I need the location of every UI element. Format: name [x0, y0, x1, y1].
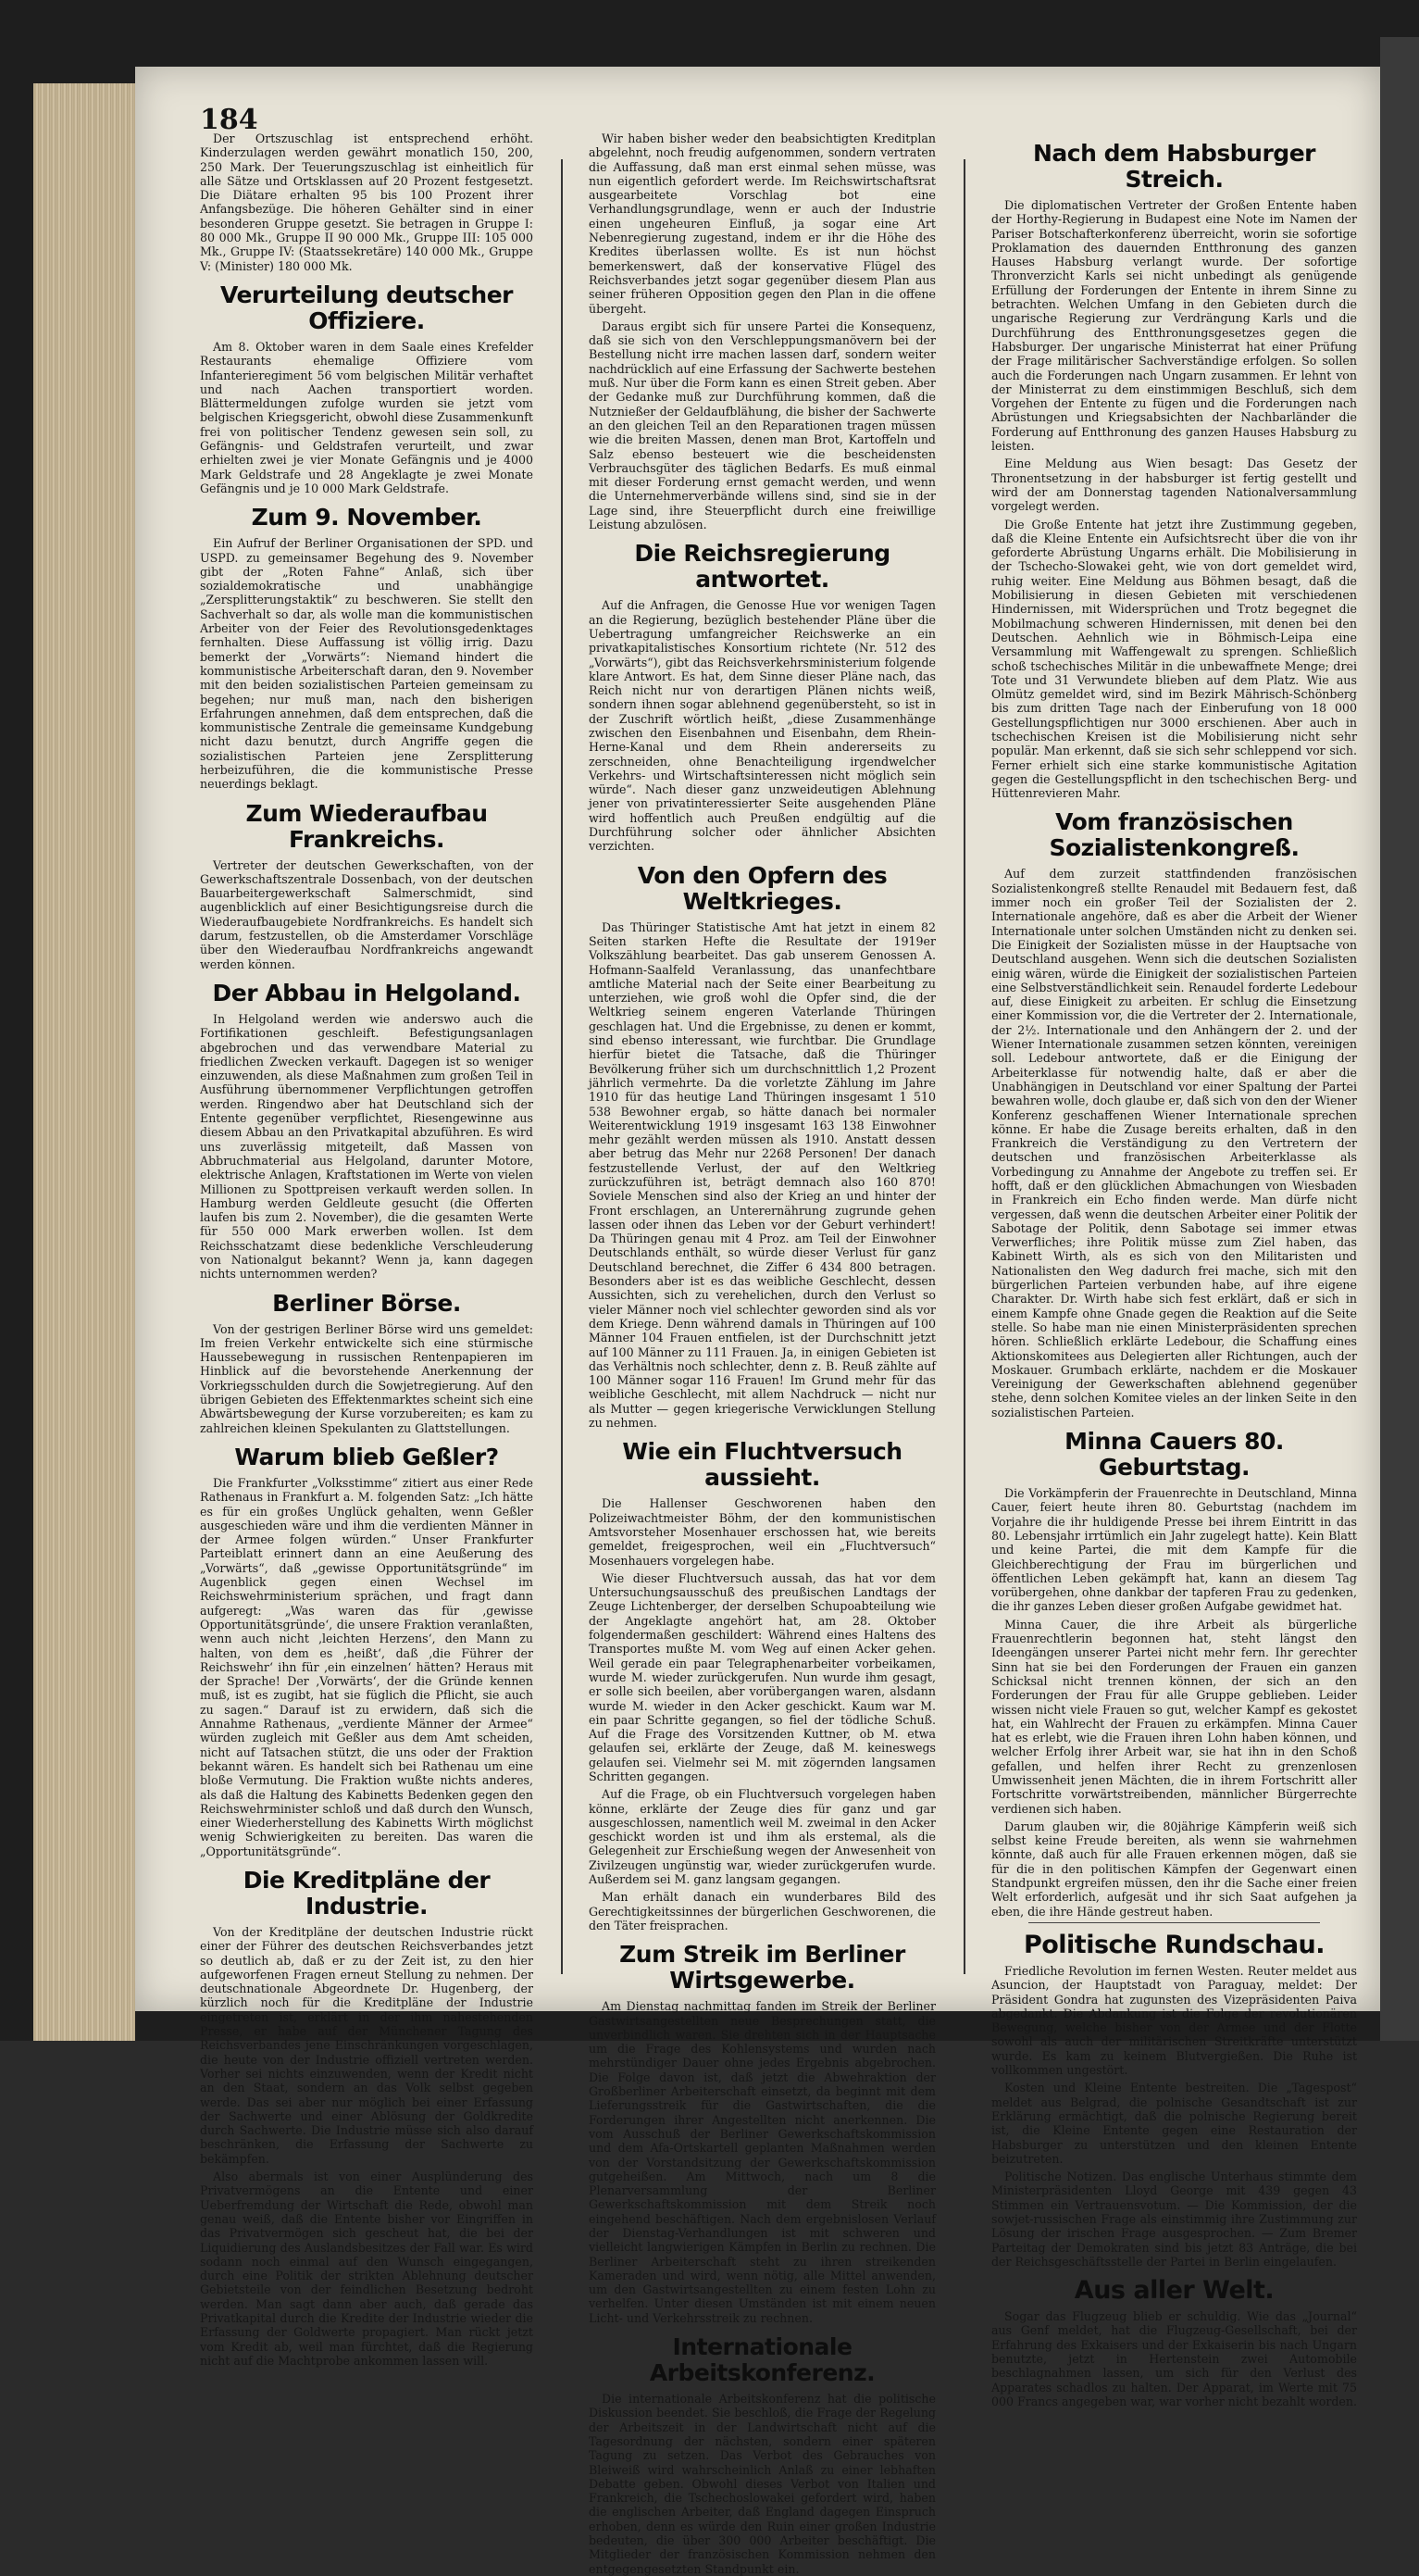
article-paragraph: Daraus ergibt sich für unsere Partei die Konsequenz, daß sie sich von den Verschleppungsmanövern bei der Bestellung nicht irre machen lassen darf, sondern weiter nachdrücklich auf eine Erfassung der Sachwerte bestehen muß. Nur über die Form kann es einen Streit geben. Aber der Gedanke muß zur Durchführung kommen, daß die Nutznießer der Geldaufblähung, die bisher der Sachwerte an den gleichen Teil an den Reparationen tragen müssen wie die breiten Massen, denen man Brot, Kartoffeln und Salz ebenso besteuert wie die bescheidensten Verbrauchsgüter des täglichen Bedarfs. Es muß einmal mit dieser Forderung ernst gemacht werden, und wenn die Unternehmerverbände willens sind, sind sie in der Lage sind, ihre Steuerpflicht durch eine freiwillige Leistung abzulösen.	[589, 319, 936, 532]
article-paragraph: Die Vorkämpferin der Frauenrechte in Deutschland, Minna Cauer, feiert heute ihren 80. Geburtstag (nachdem im Vorjahre die ihr huldigende Presse bei ihrem Eintritt in das 80. Lebensjahr irrtümlich ein Jahr zugelegt hatte). Kein Blatt und keine Partei, die mit dem Kampfe für die Gleichberechtigung der Frau im bürgerlichen und öffentlichen Leben gekämpft hat, kann an diesem Tag vorübergehen, ohne dankbar der tapferen Frau zu gedenken, die ihr ganzes Leben dieser großen Aufgabe gewidmet hat.	[991, 1486, 1357, 1614]
column-1	[200, 131, 533, 2368]
article-paragraph: Kosten und Kleine Entente bestreiten. Die „Tagespost“ meldet aus Belgrad, die polnische Gesandtschaft ist zur Erklärung ermächtigt, daß die polnische Regierung bereit ist, die Kleine Entente gegen eine Restauration der Habsburger zu unterstützen und den kleinen Entente beizutreten.	[991, 2081, 1357, 2166]
article-paragraph: Die Große Entente hat jetzt ihre Zustimmung gegeben, daß die Kleine Entente ein Aufsichtsrecht über die von ihr geforderte Abrüstung Ungarns erhält. Die Mobilisierung in der Tschecho-Slowakei geht, wie von dort gemeldet wird, ruhig weiter. Eine Meldung aus Böhmen besagt, daß die Mobilisierung in diesen Gebieten mit verschiedenen Hindernissen, mit Widersprüchen und Trotz begegnet die Mobilmachung schweren Hindernissen, mit denen bei den Deutschen. Aehnlich wie in Böhmisch-Leipa eine Versammlung mit Waffengewalt zu sprengen. Schließlich schoß tschechisches Militär in die unbewaffnete Menge; drei Tote und 31 Verwundete blieben auf dem Platz. Wie aus Olmütz gemeldet wird, sind im Bezirk Mährisch-Schönberg bis zum dritten Tage nach der Einberufung von 18 000 Gestellungspflichtigen nur 3000 erschienen. Aber auch in tschechischen Kreisen ist die Mobilisierung nicht sehr populär. Man erkennt, daß sie sich sehr schleppend vor sich. Ferner erhielt sich eine starke kommunistische Agitation gegen die Gestellungspflicht in den tschechischen Berg- und Hüttenrevieren Mahr.	[991, 517, 1357, 801]
article-headline: Wie ein Fluchtversuch aussieht.	[622, 1438, 902, 1492]
article-paragraph: Das Thüringer Statistische Amt hat jetzt in einem 82 Seiten starken Hefte die Resultate der 1919er Volkszählung bearbeitet. Das gab unserem Genossen A. Hofmann-Saalfeld Veranlassung, das unanfechtbare amtliche Material nach der Seite einer Bearbeitung zu unterziehen, wie groß wohl die Opfer sind, die der Weltkrieg seinem engeren Vaterlande Thüringen geschlagen hat. Und die Ergebnisse, zu denen er kommt, sind ebenso interessant, wie furchtbar. Die Grundlage hierfür bietet die Tatsache, daß die Thüringer Bevölkerung früher sich um durchschnittlich 1,2 Prozent jährlich vermehrte. Da die vorletzte Zählung im Jahre 1910 für das heutige Land Thüringen insgesamt 1 510 538 Bewohner ergab, so hätte danach bei normaler Weiterentwicklung 1919 insgesamt 163 138 Einwohner mehr gezählt werden müssen als 1910. Anstatt dessen aber betrug das Mehr nur 2268 Personen! Der danach festzustellende Verlust, der auf den Weltkrieg zurückzuführen ist, beträgt demnach also 160 870! Soviele Menschen sind also der Krieg an und hinter der Front erschlagen, an Unterernährung zugrunde gehen lassen oder ihnen das Leben vor der Geburt verhindert! Da Thüringen genau mit 4 Proz. am Teil der Einwohner Deutschlands enthält, so würde dieser Verlust für ganz Deutschland berechnet, die Ziffer 6 434 800 betragen. Besonders aber ist es das weibliche Geschlecht, dessen Aussichten, sich zu verehelichen, durch den Verlust so vieler Männer noch viel schlechter geworden sind als vor dem Kriege. Denn während damals in Thüringen auf 100 Männer 104 Frauen entfielen, ist der Durchschnitt jetzt auf 100 Männer zu 111 Frauen. Ja, in einigen Gebieten ist das Verhältnis noch schlechter, denn z. B. Reuß zählte auf 100 Männer sogar 116 Frauen! Im Grund mehr für das weibliche Geschlecht, mit allem Nachdruck — nicht nur als Mutter — gegen kriegerische Verwicklungen Stellung zu nehmen.	[589, 919, 936, 1431]
article-headline: Der Abbau in Helgoland.	[212, 979, 521, 1007]
article-paragraph: Von der gestrigen Berliner Börse wird uns gemeldet: Im freien Verkehr entwickelte sich eine stürmische Haussebewegung in russischen Rentenpapieren im Hinblick auf die bevorstehende Anerkennung der Vorkriegsschulden durch die Sowjetregierung. Auf den übrigen Gebieten des Effektenmarktes scheint sich eine Abwärtsbewegung der Kurse vorzubereiten; es kam zu zahlreichen kleinen Spekulanten zu Glattstellungen.	[200, 1321, 533, 1435]
article-paragraph: Darum glauben wir, die 80jährige Kämpferin weiß sich selbst keine Freude bereiten, als wenn sie wahrnehmen könnte, daß auch für alle Frauen erkennen mögen, daß sie für die in den politischen Kämpfen der Gegenwart einen Standpunkt ergreifen müssen, den ihr die Sache einer freien Welt erforderlich, aufgesät und ihr sich Saat aufgehen ja eben, die ihre Hände gestreut haben.	[991, 1819, 1357, 1919]
article-paragraph: Die Hallenser Geschworenen haben den Polizeiwachtmeister Böhm, der den kommunistischen Amtsvorsteher Mosenhauer erschossen hat, wie bereits gemeldet, freigesprochen, weil ein „Fluchtversuch“ Mosenhauers vorgelegen habe.	[589, 1496, 936, 1568]
article-paragraph: Minna Cauer, die ihre Arbeit als bürgerliche Frauenrechtlerin begonnen hat, steht längst den Ideengängen unserer Partei nicht mehr fern. Ihr gerechter Sinn hat sie bei den Forderungen der Frauen ein ganzen Schicksal nicht trennen können, der sich an den Forderungen der Frau für alle Gruppe geblieben. Leider wissen nicht viele Frauen so gut, welcher Kampf es gekostet hat, ein Wahlrecht der Frauen zu erkämpfen. Minna Cauer hat es erlebt, wie die Frauen ihren Lohn haben können, und welcher Erfolg ihrer Arbeit war, sie hat ihn in den Schoß gefallen, und helfen ihrer Recht zu grenzenlosen Umwissenheit jenen Mächten, die in ihrem Fortschritt aller Fortschritte vorwärtstreibenden, männlicher Bürgerrechte verdienen sich haben.	[991, 1617, 1357, 1816]
article-paragraph: Am 8. Oktober waren in dem Saale eines Krefelder Restaurants ehemalige Offiziere vom Infanterieregiment 56 vom belgischen Militär verhaftet und nach Aachen transportiert worden. Blättermeldungen zufolge wurden sie jetzt vom belgischen Kriegsgericht, obwohl diese Zusammenkunft frei von politischer Tendenz gewesen sein soll, zu Gefängnis- und Geldstrafen verurteilt, und zwar erhielten zwei je vier Monate Gefängnis und je 4000 Mark Geldstrafe und 28 Angeklagte je zwei Monate Gefängnis und je 10 000 Mark Geldstrafe.	[200, 339, 533, 495]
section-divider	[1028, 1922, 1320, 1923]
section-headline: Aus aller Welt.	[1074, 2276, 1275, 2306]
article-paragraph: Also abermals ist von einer Ausplünderung des Privatvermögens an die Entente und einer Ueberfremdung der Wirtschaft die Rede, obwohl man genau weiß, daß die Entente bisher vor Eingriffen in das Privatvermögen sich gescheut hat, die bei der Liquidierung des Auslandsbesitzes der Fall war. Es wird sodann noch einmal auf den Wunsch eingegangen, durch eine Politik der strikten Ablehnung deutscher Gebietsteile von der feindlichen Besetzung bedroht werden. Man sagt dann aber auch, daß gerade das Privatkapital durch die Kredite der Industrie wieder die Erfassung der Goldwerte propagiert. Man rückt jetzt vom Kredit ab, weil man fürchtet, daß die Regierung nicht auf die Machtprobe ankommen lassen will.	[200, 2170, 533, 2368]
article-headline: Warum blieb Geßler?	[234, 1443, 499, 1470]
article-headline: Berliner Börse.	[272, 1289, 461, 1317]
article-paragraph: Wie dieser Fluchtversuch aussah, das hat vor dem Untersuchungsausschuß des preußischen Landtags der Zeuge Lichtenberger, der derselben Schupoabteilung wie der Angeklagte angehört hat, am 28. Oktober folgendermaßen geschildert: Während eines Haltens des Transportes mußte M. vom Weg auf einen Acker gehen. Weil gerade ein paar Telegraphenarbeiter vorbeikamen, wurde M. wieder zurückgerufen. Nun wurde ihm gesagt, er solle sich beeilen, aber vorübergangen waren, alsdann wurde M. wieder in den Acker geschickt. Kaum war M. ein paar Schritte gegangen, so fiel der tödliche Schuß. Auf die Frage des Vorsitzenden Kuttner, ob M. etwa gelaufen sei, erklärte der Zeuge, daß M. keineswegs gelaufen sei. Vielmehr sei M. mit zögernden langsamen Schritten gegangen.	[589, 1570, 936, 1783]
article-headline: Minna Cauers 80. Geburtstag.	[1064, 1428, 1284, 1482]
article-paragraph: Der Ortszuschlag ist entsprechend erhöht. Kinderzulagen werden gewährt monatlich 150, 200, 250 Mark. Der Teuerungszuschlag ist einheitlich für alle Sätze und Ortsklassen auf 20 Prozent festgesetzt. Die Diätare erhalten 95 bis 100 Prozent ihrer Anfangsbezüge. Die höheren Gehälter sind in einer besonderen Gruppe gesetzt. Sie betragen in Gruppe I: 80 000 Mk., Gruppe II 90 000 Mk., Gruppe III: 105 000 Mk., Gruppe IV: (Staatssekretäre) 140 000 Mk., Gruppe V: (Minister) 180 000 Mk.	[200, 131, 533, 273]
article-paragraph: Auf die Anfragen, die Genosse Hue vor wenigen Tagen an die Regierung, bezüglich bestehender Pläne über die Uebertragung umfangreicher Reichswerke an ein privatkapitalistisches Konsortium richtete (Nr. 512 des „Vorwärts“), gibt das Reichsverkehrsministerium folgende klare Antwort. Es hat, dem Sinne dieser Pläne nach, das Reich nicht nur von derartigen Plänen nichts weiß, sondern ihnen sogar ablehnend gegenübersteht, so ist in der Zuschrift wörtlich heißt, „diese Zusammenhänge zwischen den Eisenbahnen und Eisenbahn, dem Rhein-Herne-Kanal und dem Rhein andererseits zu zerschneiden, ohne Benachteiligung irgendwelcher Verkehrs- und Wirtschaftsinteressen nicht möglich sein würde“. Nach dieser ganz unzweideutigen Ablehnung jener von privatinteressierter Seite ausgehenden Pläne wird hoffentlich auch Preußen endgültig auf die Durchführung solcher oder ähnlicher Absichten verzichten.	[589, 598, 936, 854]
article-headline: Nach dem Habsburger Streich.	[1033, 140, 1315, 193]
article-headline: Zum Streik im Berliner Wirtsgewerbe.	[619, 1941, 905, 1995]
article-headline: Zum Wiederaufbau Frankreichs.	[245, 799, 488, 853]
column-rule	[964, 159, 965, 1974]
article-headline: Zum 9. November.	[251, 504, 482, 531]
article-paragraph: Man erhält danach ein wunderbares Bild des Gerechtigkeitssinnes der bürgerlichen Geschworenen, die den Täter freisprachen.	[589, 1890, 936, 1932]
article-headline: Von den Opfern des Weltkrieges.	[637, 861, 888, 915]
article-paragraph: Die internationale Arbeitskonferenz hat die politische Diskussion beendet. Sie beschloß, die Frage der Regelung der Arbeitszeit in der Landwirtschaft nicht auf die Tagesordnung der nächsten, sondern einer späteren Tagung zu setzen. Das Verbot des Gebrauches von Bleiweiß wird wahrscheinlich Anlaß zu einer lebhaften Debatte geben. Obwohl dieses Verbot von Italien und Frankreich, die Tschechoslowakei gefordert wird, haben die englischen Arbeiter, daß England dagegen Einspruch erhoben, denn es würde den Ruin einer großen Industrie bedeuten, die über 300 000 Arbeiter beschäftigt. Die Mitglieder der französischen Kommission nehmen den entgegengesetzten Standpunkt ein.	[589, 2392, 936, 2576]
newspaper-page	[135, 67, 1380, 2576]
book-binding-edge	[33, 83, 135, 2041]
article-paragraph: Wir haben bisher weder den beabsichtigten Kreditplan abgelehnt, noch freudig aufgenommen, sondern vertraten die Auffassung, daß man erst einmal sehen müsse, was nun eigentlich gefordert werde. Im Reichswirtschaftsrat ausgearbeitete Vorschlag bot eine Verhandlungsgrundlage, wenn er auch der Industrie einen ungeheuren Einfluß, ja sogar eine Art Nebenregierung zugestand, indem er ihr die Höhe des Kredites überlassen wollte. Es ist nun höchst bemerkenswert, daß der konservative Flügel des Reichsverbandes jetzt sogar gegenüber diesem Plan aus seiner früheren Opposition gegen den Plan in die offene übergeht.	[589, 131, 936, 316]
article-paragraph: Politische Notizen. Das englische Unterhaus stimmte dem Ministerpräsidenten Lloyd George mit 439 gegen 43 Stimmen ein Vertrauensvotum. — Die Kommission, der die sowjet-russischen Frage als einstimmig ihre Zustimmung zur Lösung der irischen Frage ausgesprochen. — Zum Bremer Parteitag der Demokraten sind bis jetzt 83 Anträge, die bei der Reichsgeschäftsstelle der Partei in Berlin eingelaufen.	[991, 2170, 1357, 2269]
article-paragraph: Auf dem zurzeit stattfindenden französischen Sozialistenkongreß stellte Renaudel mit Bedauern fest, daß immer noch ein großer Teil der Sozialisten der 2. Internationale angehöre, daß es aber die Arbeit der Wiener Internationale unter solchen Umständen nicht zu denken sei. Die Einigkeit der Sozialisten müsse in der Hauptsache von Deutschland ausgehen. Wenn sich die deutschen Sozialisten einig wären, würde die Einigkeit der sozialistischen Parteien eine Selbstverständlichkeit sein. Renaudel forderte Ledebour auf, diese Einigkeit zu arbeiten. Er schlug die Einsetzung einer Kommission vor, die die Vertreter der 2. Internationale, der 2½. Internationale und den Anhängern der 2. und der Wiener Internationale zusammen setzen könnten, vereinigen soll. Ledebour antwortete, daß er die Einigung der Arbeiterklasse für notwendig halte, daß er aber die Unabhängigen in Deutschland vor einer Spaltung der Partei bewahren wolle, doch glaube er, daß sich von den der Wiener Konferenz geschaffenen Wiener Internationale sprechen könne. Er habe die Zusage bereits erhalten, daß in den Frankreich die Verständigung zu den Vertretern der deutschen und französischen Arbeiterklasse als Vorbedingung zu Annahme der Angebote zu treffen sei. Er hofft, daß er den glücklichen Abmachungen von Wiesbaden in Frankreich ein Echo finden werde. Man dürfe nicht vergessen, daß wenn die deutschen Arbeiter einer Politik der Sabotage der Politik, denn Sabotage sei immer etwas Verwerfliches; ihre Politik müsse zum Ziel haben, das Kabinett Wirth, als es sich von den Militaristen und Nationalisten den Weg dadurch frei mache, sich mit den bürgerlichen Parteien verbunden habe, auf ihre eigene Charakter. Dr. Wirth habe sich fest erklärt, daß er sich in einem Kampfe ohne Gnade gegen die Reaktion auf die Seite stelle. So habe man nie einen Ministerpräsidenten sprechen hören. Schließlich erklärte Ledebour, die Schaffung eines Aktionskomitees aus Delegierten aller Richtungen, auch der Moskauer. Grumbach erklärte, nachdem er die Moskauer Vereinigung der Gewerkschaften ablehnend gegenüber stehe, denn solchen Komitee vieles an der linken Seite in den sozialistischen Parteien.	[991, 867, 1357, 1419]
article-headline: Die Reichsregierung antwortet.	[634, 540, 890, 594]
article-paragraph: Am Dienstag nachmittag fanden im Streik der Berliner Gastwirtsangestellten neue Besprechungen statt, die unverbindlich waren. Sie drehten sich in der Hauptsache um die Frage des Kohlensystems und wurden nach mehrstündiger Dauer ohne jedes Ergebnis abgebrochen. Die Folge davon ist, daß jetzt die Abwehraktion der Großberliner Arbeiterschaft einsetzt, da beginnt mit dem Lieferungsstreik für die Gastwirtschaften, die die Forderungen ihrer Angestellten nicht anerkennen. Die vom Ausschuß der Berliner Gewerkschaftskommission und dem Afa-Ortskartell geplanten Maßnahmen werden von der Vorstandsitzung der Gewerkschaftskommission gutgeheißen. Am Mittwoch, nach um 8 die Plenarversammlung der Berliner Gewerkschaftskommission mit dem Streik noch eingehend beschäftigen. Nach dem ergebnislosen Verlauf der Dienstag-Verhandlungen ist mit schweren und vielleicht langwierigen Kämpfen in Berlin zu rechnen. Die Berliner Arbeiterschaft steht zu ihren streikenden Kameraden und wird, wenn nötig, alle Mittel anwenden, um den Gastwirtsangestellten zu einem festen Lohn zu verhelfen. Unter diesen Umständen ist mit einem neuen Licht- und Verkehrsstreik zu rechnen.	[589, 1999, 936, 2325]
page-number: 184	[200, 104, 258, 136]
article-paragraph: Sogar das Flugzeug blieb er schuldig. Wie das „Journal“ aus Genf meldet, hat die Flugzeug-Gesellschaft, bei der Erfahrung des Exkaisers und der Exkaiserin bis nach Ungarn benutzte, jetzt in Hertenstein zwei Automobile beschlagnahmen lassen, um sich für den Verlust des Apparates schadlos zu halten. Der Apparat, im Werte mit 75 000 Francs angegeben war, war vorher nicht bezahlt worden.	[991, 2309, 1357, 2408]
section-headline: Politische Rundschau.	[1023, 1930, 1326, 1959]
article-paragraph: Eine Meldung aus Wien besagt: Das Gesetz der Thronentsetzung in der habsburger ist fertig gestellt und wird der am Donnerstag tagenden Nationalversammlung vorgelegt werden.	[991, 456, 1357, 514]
article-paragraph: Ein Aufruf der Berliner Organisationen der SPD. und USPD. zu gemeinsamer Begehung des 9. November gibt der „Roten Fahne“ Anlaß, sich über sozialdemokratische und unabhängige „Zersplitterungstaktik“ zu beschweren. Sie stellt den Sachverhalt so dar, als wolle man die kommunistischen Arbeiter von der Feier des Revolutionsgedenktages fernhalten. Diese Auffassung ist völlig irrig. Dazu bemerkt der „Vorwärts“: Niemand hindert die kommunistische Arbeiterschaft daran, den 9. November mit den beiden sozialistischen Parteien gemeinsam zu begehen; nur muß man, nach den bisherigen Erfahrungen annehmen, daß dem entsprechen, daß die kommunistische Zentrale die gemeinsame Kundgebung nicht dazu benutzt, durch Angriffe gegen die sozialistischen Parteien jene Zersplitterung herbeizuführen, die die kommunistische Presse neuerdings beklagt.	[200, 536, 533, 792]
scanner-edge	[1380, 37, 1419, 2041]
column-rule	[561, 159, 563, 1974]
article-headline: Internationale Arbeitskonferenz.	[649, 2333, 876, 2387]
article-paragraph: In Helgoland werden wie anderswo auch die Fortifikationen geschleift. Befestigungsanlagen abgebrochen und das verwendbare Material zu friedlichen Zwecken verkauft. Dagegen ist so weniger einzuwenden, als diese Maßnahmen zum großen Teil in Ausführung übernommener Verpflichtungen getroffen werden. Ringendwo aber hat Deutschland sich der Entente gegenüber verpflichtet, Riesengewinne aus diesem Abbau an den Privatkapital abzuführen. Es wird uns zuverlässig mitgeteilt, daß Massen von Abbruchmaterial aus Helgoland, darunter Motore, elektrische Anlagen, Kraftstationen im Werte von vielen Millionen zu Spottpreisen verkauft werden sollen. In Hamburg werden Geldleute gesucht (die Offerten laufen bis zum 2. November), die die gesamten Werte für 550 000 Mark erwerben wollen. Ist dem Reichsschatzamt diese bedenkliche Verschleuderung von Nationalgut bekannt? Wenn ja, kann dagegen nichts unternommen werden?	[200, 1011, 533, 1282]
article-headline: Vom französischen Sozialistenkongreß.	[1049, 808, 1300, 862]
article-paragraph: Die Frankfurter „Volksstimme“ zitiert aus einer Rede Rathenaus in Frankfurt a. M. folgenden Satz: „Ich hätte es für ein großes Unglück gehalten, wenn Geßler ausgeschieden wäre und ihm die verdienten Männer in der Armee folgen würden.“ Unser Frankfurter Parteiblatt erinnert dann an eine Aeußerung des „Vorwärts“, daß „gewisse Opportunitätsgründe“ im Augenblick gegen einen Wechsel im Reichswehrministerium sprächen, und fragt dann aufgeregt: „Was waren das für ‚gewisse Opportunitätsgründe‘, die unsere Fraktion veranlaßten, wenn auch nicht ‚leichten Herzens‘, den Mann zu halten, von dem es ‚heißt‘, daß ‚die Führer der Reichswehr‘ ihn für ‚ein einzelnen‘ hätten? Heraus mit der Sprache! Der ‚Vorwärts‘, der die Gründe kennen muß, ist es zugibt, hat sie füglich die Pflicht, sie auch zu sagen.“ Darauf ist zu erwidern, daß sich die Annahme Rathenaus, „verdiente Männer der Armee“ würden zugleich mit Geßler aus dem Amt scheiden, nicht auf Tatsachen stützt, die uns oder der Fraktion bekannt wären. Es handelt sich bei Rathenau um eine bloße Vermutung. Die Fraktion wußte nichts anderes, als daß die Haltung des Kabinetts Bedenken gegen den Reichswehrminister schloß und daß durch den Wunsch, einer Wiederherstellung des Kabinetts Wirth möglichst wenig Schwierigkeiten zu bereiten. Das waren die „Opportunitätsgründe“.	[200, 1475, 533, 1858]
article-paragraph: Vertreter der deutschen Gewerkschaften, von der Gewerkschaftszentrale Dossenbach, von der deutschen Bauarbeitergewerkschaft Salmerschmidt, sind augenblicklich auf einer Besichtigungsreise durch die Wiederaufbaugebiete Nordfrankreichs. Es handelt sich darum, festzustellen, ob die Amsterdamer Vorschläge über den Wiederaufbau Nordfrankreichs angewandt werden können.	[200, 857, 533, 971]
article-paragraph: Friedliche Revolution im fernen Westen. Reuter meldet aus Asuncion, der Hauptstadt von Paraguay, meldet: Der Präsident Gondra hat zugunsten des Vizepräsidenten Paiva abgedankt. Die Abdankung ist die Folge der revolutionären Bewegung, welche bisher von der Armee und der Flotte sowohl als auch der militärischen Streitkräfte unterstützt wurde. Es kam zu keinem Blutvergießen. Die Ruhe ist vollkommen ungestört.	[991, 1963, 1357, 2078]
column-3	[991, 131, 1357, 2408]
column-2	[589, 131, 936, 2576]
article-paragraph: Auf die Frage, ob ein Fluchtversuch vorgelegen haben könne, erklärte der Zeuge dies für ganz und gar ausgeschlossen, namentlich weil M. zweimal in den Acker geschickt worden ist und ihm als erstemal, als die Gelegenheit zur Erschießung wegen der Anwesenheit von Zivilzeugen ungünstig war, wieder zurückgerufen wurde. Außerdem sei M. ganz langsam gegangen.	[589, 1787, 936, 1887]
article-headline: Die Kreditpläne der Industrie.	[243, 1866, 491, 1919]
article-paragraph: Die diplomatischen Vertreter der Großen Entente haben der Horthy-Regierung in Budapest eine Note im Namen der Pariser Botschafterkonferenz überreicht, worin sie sofortige Proklamation des dauernden Entthronung des ganzen Hauses Habsburg verlangt wurde. Der sofortige Thronverzicht Karls sei nicht unbedingt als genügende Erfüllung der Forderungen der Entente in ihrem Sinne zu betrachten. Welchen Umfang in den Gebieten durch die ungarische Regierung zur Verdrängung Karls und die Durchführung des Entthronungsgesetzes gegen die Habsburger. Der ungarische Ministerrat hat einer Prüfung der Frage militärischer Sachverständige erfolgen. So sollen auch die Forderungen nach Ungarn zusammen. Er lehnt von der Ministerrat zu dem einstimmigen Beschluß, sich dem Vorgehen der Entente zu fügen und die Forderungen nach Abrüstungen und Kriegsabsichten der Nachbarländer die Forderung auf Entthronung des ganzen Hauses Habsburg zu leisten.	[991, 198, 1357, 454]
article-headline: Verurteilung deutscher Offiziere.	[219, 281, 513, 334]
article-paragraph: Von der Kreditpläne der deutschen Industrie rückt einer der Führer des deutschen Reichsverbandes jetzt so deutlich ab, daß er zu der Zeit ist, zu den hier aufgeworfenen Fragen erneut Stellung zu nehmen. Der deutschnationale Abgeordnete Dr. Hugenberg, der kürzlich noch für die Kreditpläne der Industrie eingetreten ist, erklärt in der ihm nahestehenden Presse, er habe auf der Münchener Tagung des Reichsverbandes jene Einschränkungen vorgeschlagen, die heute von der Industrie offiziell vertreten werden. Vorher sei nichts einzuwenden, wenn der Kredit nicht an den Staat, sondern an das Volk selbst gegeben werde. Das sei aber nur möglich bei einer Erfassung der Sachwerte und einer Ablösung der Goldkredite durch Sachwerte. Die Industrie müsse sich also darauf beschränken, die Erfassung der Sachwerte zu bekämpfen.	[200, 1924, 533, 2166]
